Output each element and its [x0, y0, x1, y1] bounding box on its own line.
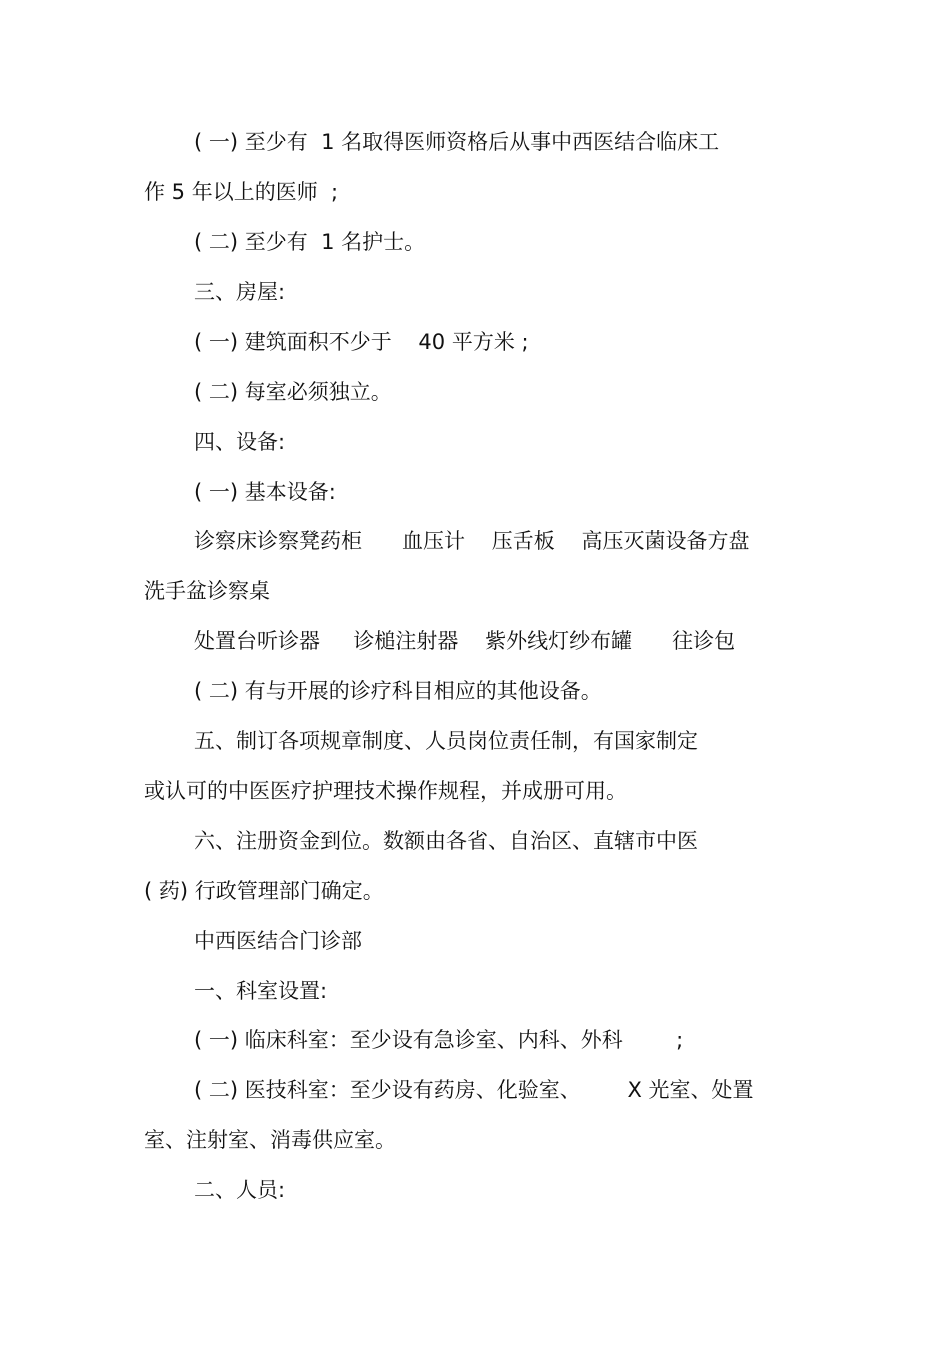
text-line: 处置台听诊器 诊槌注射器 紫外线灯纱布罐 往诊包: [194, 629, 736, 653]
text-line: ( 一) 建筑面积不少于 40 平方米 ;: [194, 330, 529, 354]
text-line: ( 一) 临床科室：至少设有急诊室、内科、外科 ;: [194, 1028, 684, 1052]
text-line: ( 二) 每室必须独立。: [194, 380, 392, 404]
section-heading: 四、设备:: [194, 430, 286, 454]
section-heading: 三、房屋:: [194, 280, 286, 304]
text-line: 室、注射室、消毒供应室。: [144, 1128, 396, 1152]
text-line: 或认可的中医医疗护理技术操作规程，并成册可用。: [144, 779, 627, 803]
section-heading: 二、人员:: [194, 1178, 286, 1202]
text-line: 作 5 年以上的医师 ;: [144, 180, 339, 204]
text-line: ( 二) 至少有 1 名护士。: [194, 230, 426, 254]
text-line: ( 二) 医技科室：至少设有药房、化验室、 X 光室、处置: [194, 1078, 754, 1102]
text-line: ( 药) 行政管理部门确定。: [144, 879, 384, 903]
section-heading: 一、科室设置:: [194, 979, 328, 1003]
text-line: 诊察床诊察凳药柜 血压计 压舌板 高压灭菌设备方盘: [194, 529, 750, 553]
section-heading: 六、注册资金到位。数额由各省、自治区、直辖市中医: [194, 829, 698, 853]
text-line: ( 一) 基本设备:: [194, 480, 336, 504]
text-line: ( 一) 至少有 1 名取得医师资格后从事中西医结合临床工: [194, 130, 720, 154]
text-line: 洗手盆诊察桌: [144, 579, 270, 603]
text-line: ( 二) 有与开展的诊疗科目相应的其他设备。: [194, 679, 602, 703]
document-subtitle: 中西医结合门诊部: [194, 929, 362, 953]
section-heading: 五、制订各项规章制度、人员岗位责任制，有国家制定: [194, 729, 698, 753]
